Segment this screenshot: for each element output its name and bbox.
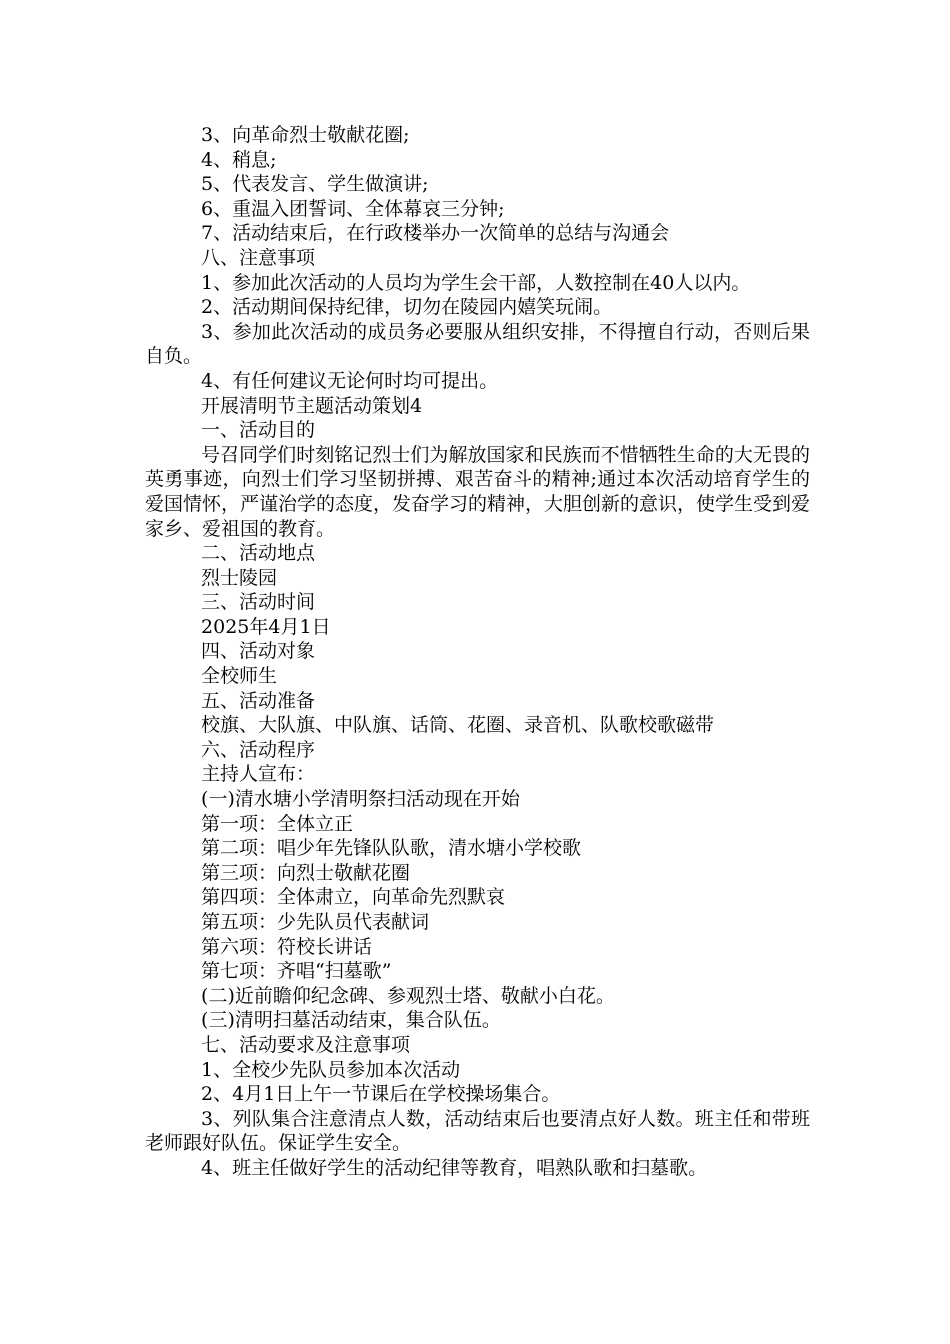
paragraph: 全校师生 <box>201 665 278 688</box>
paragraph: 烈士陵园 <box>201 566 278 589</box>
paragraph: (一)清水塘小学清明祭扫活动现在开始 <box>201 788 520 811</box>
section-heading: 八、注意事项 <box>201 246 316 269</box>
paragraph: 4、班主任做好学生的活动纪律等教育，唱熟队歌和扫墓歌。 <box>201 1156 708 1179</box>
paragraph: 3、向革命烈士敬献花圈; <box>201 124 410 146</box>
list-item: 第三项：向烈士敬献花圈 <box>201 861 411 884</box>
paragraph: 主持人宣布： <box>201 763 316 786</box>
section-heading: 六、活动程序 <box>201 738 316 761</box>
paragraph: 7、活动结束后，在行政楼举办一次简单的总结与沟通会 <box>201 222 670 245</box>
list-item: 第五项：少先队员代表献词 <box>201 911 430 933</box>
section-heading: 二、活动地点 <box>201 542 316 565</box>
paragraph: (三)清明扫墓活动结束，集合队伍。 <box>201 1009 501 1032</box>
paragraph: (二)近前瞻仰纪念碑、参观烈士塔、敬献小白花。 <box>201 984 615 1007</box>
paragraph: 校旗、大队旗、中队旗、话筒、花圈、录音机、队歌校歌磁带 <box>201 714 715 737</box>
list-item: 第六项：符校长讲话 <box>201 935 373 958</box>
paragraph: 号召同学们时刻铭记烈士们为解放国家和民族而不惜牺牲生命的大无畏的英勇事迹，向烈士们学习坚韧拼搏、艰苦奋斗的精神;通过本次活动培育学生的爱国情怀，严谨治学的态度，发奋学习的精神，大胆创新的意识，使学生受到爱家乡、爱祖国的教育。 <box>145 443 811 540</box>
paragraph: 4、稍息; <box>201 148 277 171</box>
paragraph: 2、4月1日上午一节课后在学校操场集合。 <box>201 1083 561 1106</box>
section-heading: 四、活动对象 <box>201 640 316 663</box>
paragraph: 1、全校少先队员参加本次活动 <box>201 1058 461 1081</box>
section-heading: 七、活动要求及注意事项 <box>201 1033 411 1056</box>
paragraph: 6、重温入团誓词、全体幕哀三分钟; <box>201 197 505 220</box>
section-heading: 三、活动时间 <box>201 591 316 614</box>
document-page <box>145 123 810 1181</box>
list-item: 第七项：齐唱“扫墓歌” <box>201 960 392 983</box>
document-title: 开展清明节主题活动策划4 <box>201 394 423 417</box>
section-heading: 一、活动目的 <box>201 419 316 442</box>
paragraph: 2025年4月1日 <box>201 615 331 638</box>
list-item: 第四项：全体肃立，向革命先烈默哀 <box>201 886 506 909</box>
paragraph: 3、参加此次活动的成员务必要服从组织安排，不得擅自行动，否则后果自负。 <box>145 320 810 368</box>
list-item: 第一项：全体立正 <box>201 812 354 835</box>
paragraph: 4、有任何建议无论何时均可提出。 <box>201 369 499 392</box>
paragraph: 2、活动期间保持纪律，切勿在陵园内嬉笑玩闹。 <box>201 296 613 319</box>
paragraph: 3、列队集合注意清点人数，活动结束后也要清点好人数。班主任和带班老师跟好队伍。保证学生安全。 <box>145 1107 810 1155</box>
paragraph: 1、参加此次活动的人员均为学生会干部，人数控制在40人以内。 <box>201 271 751 294</box>
list-item: 第二项：唱少年先锋队队歌，清水塘小学校歌 <box>201 837 582 860</box>
paragraph: 5、代表发言、学生做演讲; <box>201 173 429 196</box>
section-heading: 五、活动准备 <box>201 689 316 712</box>
